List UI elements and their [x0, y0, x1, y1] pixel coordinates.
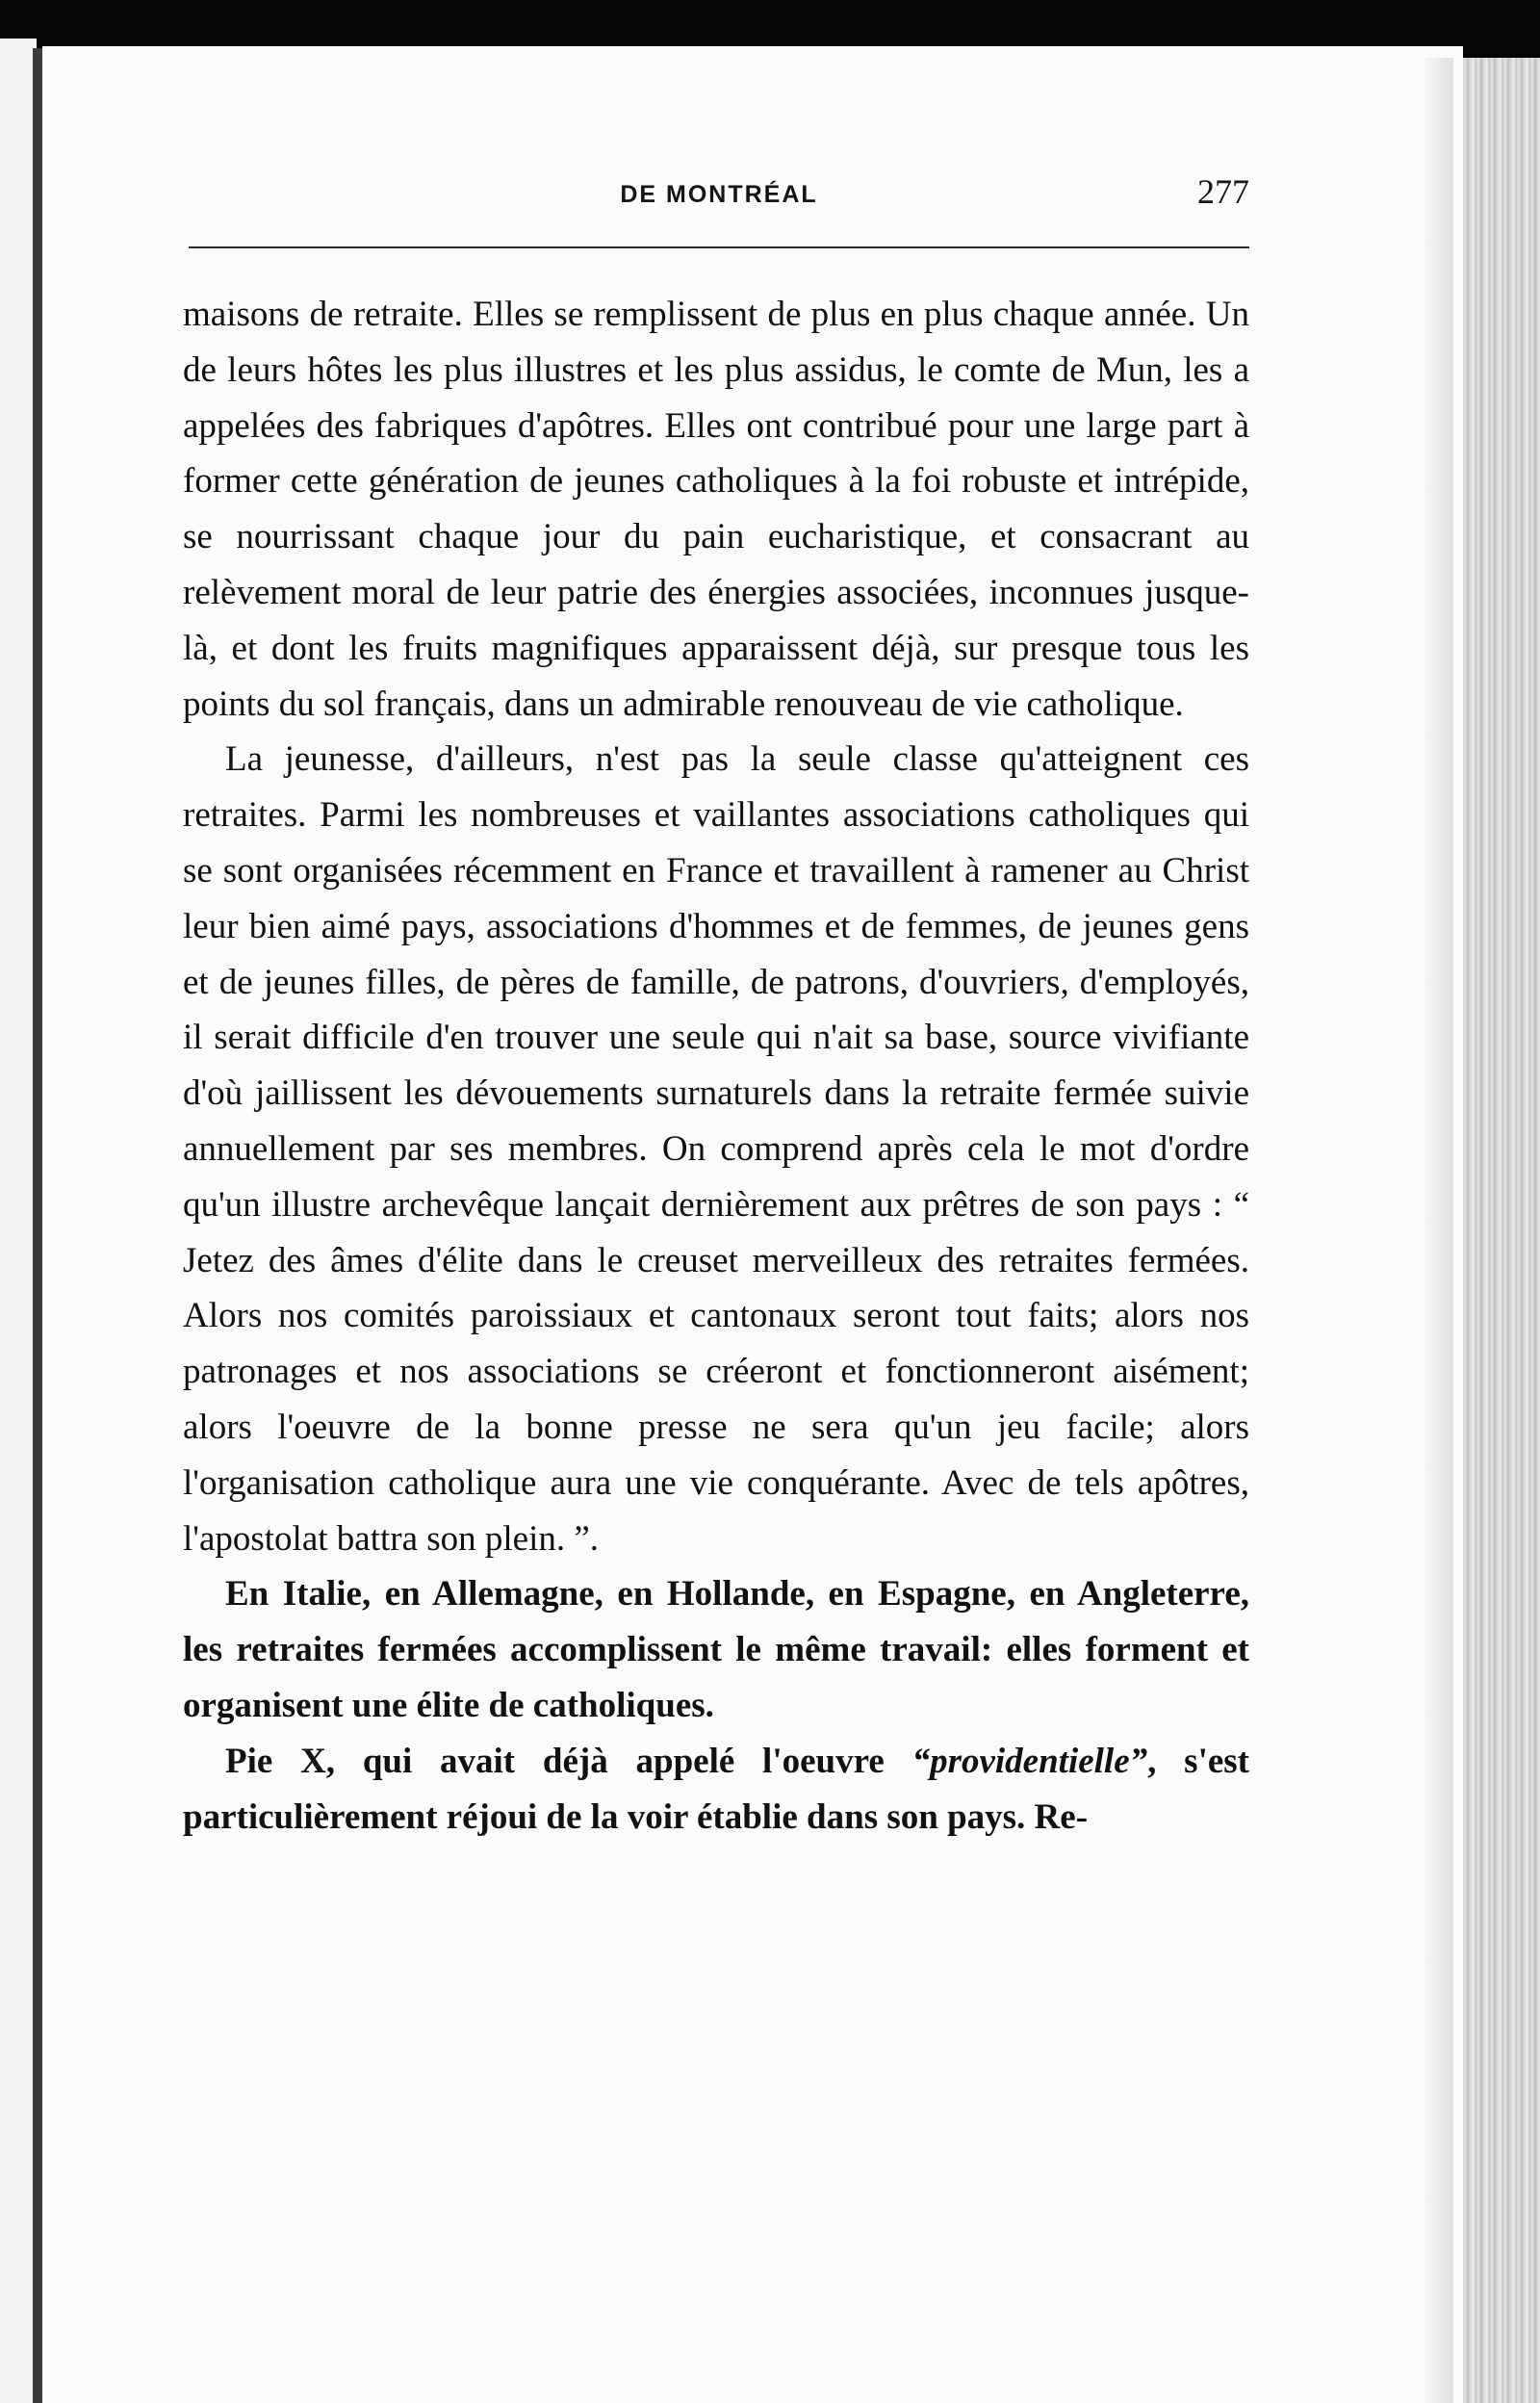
header-rule	[189, 246, 1249, 248]
running-head: DE MONTRÉAL	[620, 181, 818, 208]
facing-page-edge	[0, 39, 37, 2403]
paragraph-4-italic: “providentielle”	[911, 1741, 1148, 1781]
page-curl-edge	[1424, 58, 1453, 2403]
paragraph-2: La jeunesse, d'ailleurs, n'est pas la seule classe qu'atteignent ces retraites. Parmi les nombreuses et vaillantes associations catholiques qui se sont organisées récemment en France et travaillent à ramener au Christ leur bien aimé pays, associations d'hommes et de femmes, de jeunes gens et de jeunes filles, de pères de famille, de patrons, d'ouvriers, d'employés, il serait difficile d'en trouver une seule qui n'ait sa base, source vivifiante d'où jaillissent les dévouements surnaturels dans la retraite fermée suivie annuellement par ses membres. On comprend après cela le mot d'ordre qu'un illustre archevêque lançait dernièrement aux prêtres de son pays : “ Jetez des âmes d'élite dans le creuset merveilleux des retraites fermées. Alors nos comités paroissiaux et cantonaux seront tout faits; alors nos patronages et nos associations se créeront et fonctionneront aisément; alors l'oeuvre de la bonne presse ne sera qu'un jeu facile; alors l'organisation catholique aura une vie conquérante. Avec de tels apôtres, l'apostolat battra son plein. ”.	[183, 739, 1249, 1559]
page-number: 277	[1197, 172, 1249, 211]
paragraph-1: maisons de retraite. Elles se remplissent de plus en plus chaque année. Un de leurs hôtes les plus illustres et les plus assidus, le comte de Mun, les a appelées des fabriques d'apôtres. Elles ont contribué pour une large part à former cette génération de jeunes catholiques à la foi robuste et intrépide, se nourrissant chaque jour du pain eucharistique, et consacrant au relèvement moral de leur patrie des énergies associées, inconnues jusque-là, et dont les fruits magnifiques apparaissent déjà, sur presque tous les points du sol français, dans un admirable renouveau de vie catholique.	[183, 295, 1249, 724]
paragraph-4	[183, 1734, 1249, 1846]
paragraph-3: En Italie, en Allemagne, en Hollande, en Espagne, en Angleterre, les retraites fermées accomplissent le même travail: elles forment et organisent une élite de catholiques.	[183, 1574, 1249, 1725]
body-text	[183, 287, 1249, 1845]
paragraph-4-start: Pie X, qui avait déjà appelé l'oeuvre	[225, 1741, 912, 1781]
paragraph-4-end: , s'est particulièrement réjoui de la voir établie dans son pays. Re-	[183, 1741, 1249, 1837]
page-header	[189, 172, 1249, 216]
binding-shadow	[33, 48, 42, 2403]
